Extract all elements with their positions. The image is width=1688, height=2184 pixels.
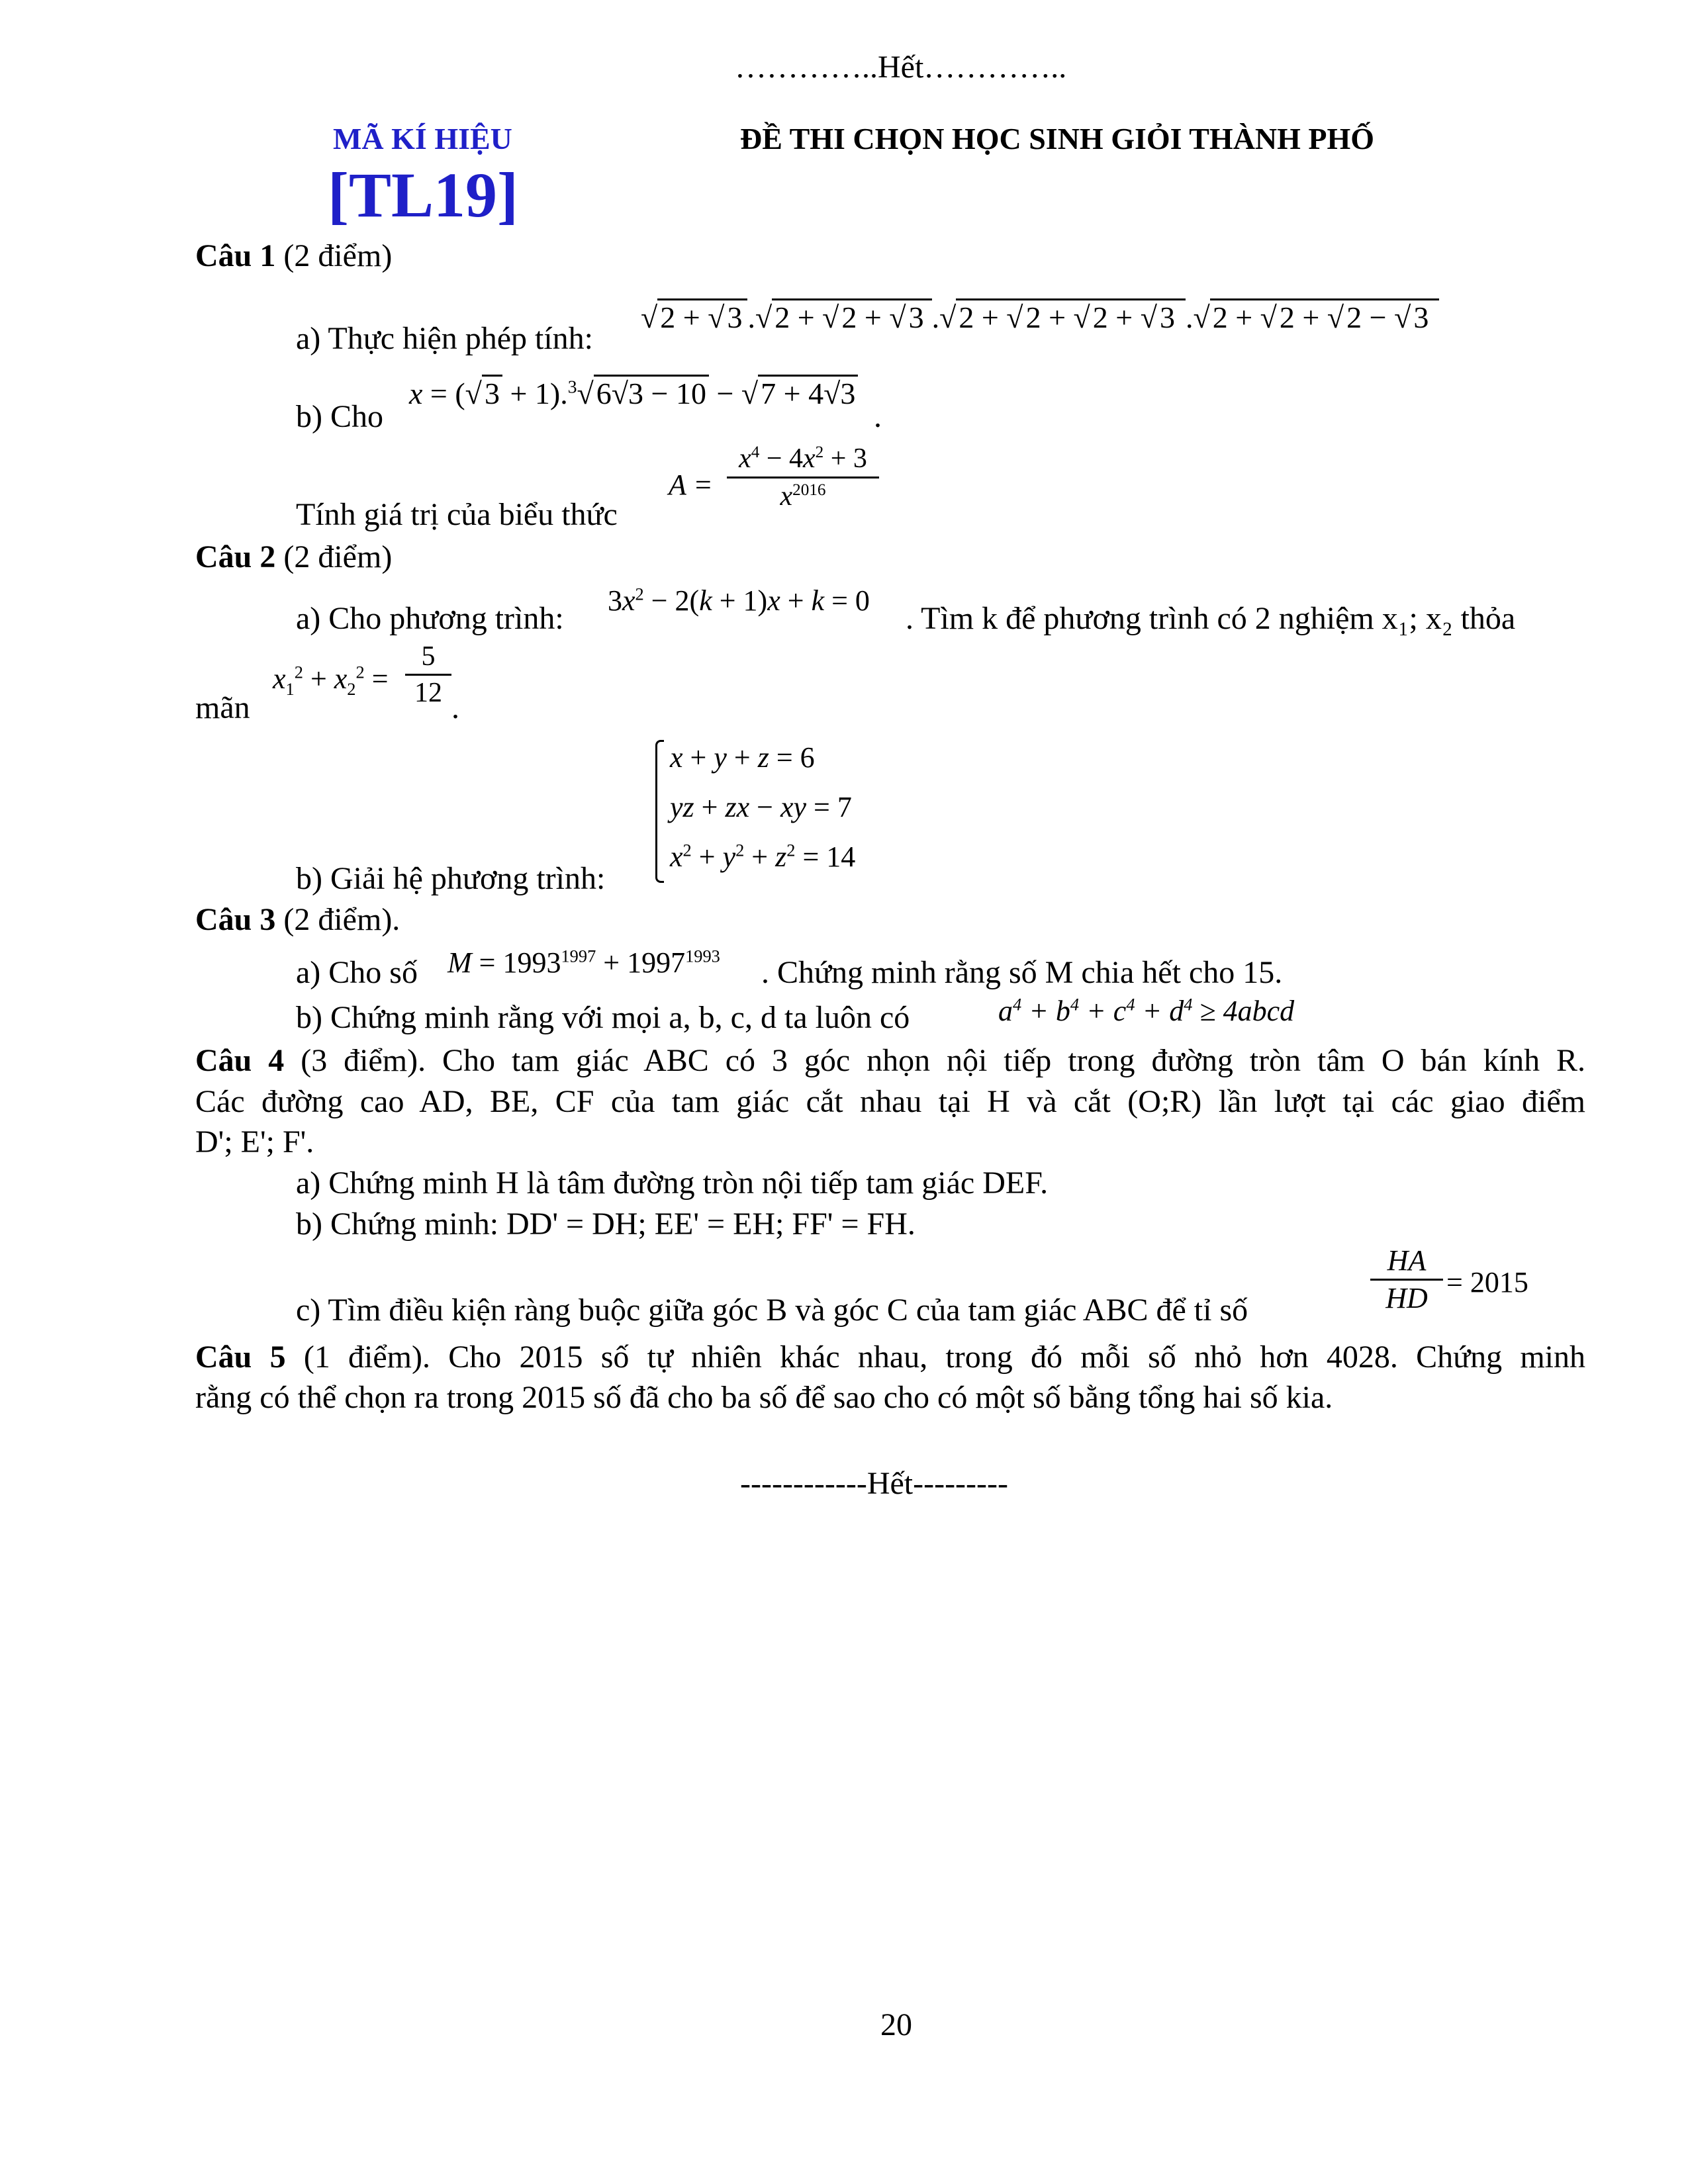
q1c-denominator: $x^{2016}$ [780, 481, 826, 512]
q4-label: Câu 4 [195, 1043, 285, 1078]
q1b-formula: x = (√3 + 1).$^3$√6√3 − 10 − √7 + 4√3 [409, 374, 858, 414]
q3a-text: a) Cho số [296, 955, 418, 990]
q3b-inequality: $a^4 + b^4 + c^4 + d^4$ ≥ 4abcd [998, 994, 1295, 1027]
q1-label: Câu 1 [195, 238, 276, 273]
q4c-fraction: HA HD [1370, 1244, 1443, 1315]
q1c-fraction-bar [727, 477, 879, 478]
q1b-period: . [874, 399, 882, 434]
q4-line1-text: (3 điểm). Cho tam giác ABC có 3 góc nhọn nội tiếp trong đường tròn tâm O bán kính R. [301, 1043, 1586, 1078]
q3a-formula: $M = 1993^{1997} + 1997^{1993}$ [447, 946, 720, 979]
q2-label: Câu 2 [195, 539, 276, 574]
q3-heading [195, 900, 400, 940]
q3-label: Câu 3 [195, 902, 276, 937]
page-number: 20 [880, 2007, 912, 2042]
q2a-condition: $x_1^2 + x_2^2$ = [273, 662, 389, 699]
q2a-period: . [451, 690, 459, 725]
exam-title: ĐỀ THI CHỌN HỌC SINH GIỎI THÀNH PHỐ [740, 122, 1375, 156]
q1-points: (2 điểm) [283, 238, 393, 273]
q1c-a-eq: A = [669, 469, 713, 501]
q4-line1 [195, 1040, 1585, 1081]
q1c-numerator: $x^4 - 4x^2 + 3$ [739, 443, 867, 474]
q2b-eq2: yz + zx − xy = 7 [670, 791, 852, 823]
q5-label: Câu 5 [195, 1340, 286, 1375]
q2-points: (2 điểm) [283, 539, 393, 574]
q1c-fraction [727, 442, 879, 513]
q2a-text: a) Cho phương trình: [296, 601, 564, 636]
bottom-end-marker: ------------Hết--------- [740, 1466, 1008, 1501]
q3-points: (2 điểm). [283, 902, 400, 937]
q4-line2: Các đường cao AD, BE, CF của tam giác cắt nhau tại H và cắt (O;R) lần lượt tại các giao điểm [195, 1084, 1585, 1119]
q2-heading [195, 537, 392, 577]
q4-line3: D'; E'; F'. [195, 1124, 314, 1160]
q5-line1 [195, 1337, 1585, 1378]
q1c-text: Tính giá trị của biểu thức [296, 497, 618, 532]
q2b-brace [655, 740, 664, 883]
q1a-formula: √2 + √3 .√2 + √2 + √3 .√2 + √2 + √2 + √3 .√2 + √2 + √2 − √3 [641, 298, 1439, 338]
q4c-value: = 2015 [1446, 1266, 1528, 1298]
q2b-text: b) Giải hệ phương trình: [296, 861, 606, 896]
q4a-text: a) Chứng minh H là tâm đường tròn nội tiếp tam giác DEF. [296, 1165, 1049, 1201]
code-value: [TL19] [328, 159, 518, 230]
q4c-text: c) Tìm điều kiện ràng buộc giữa góc B và góc C của tam giác ABC để tỉ số [296, 1293, 1248, 1328]
q1-heading [195, 236, 392, 276]
q4b-text: b) Chứng minh: DD' = DH; EE' = EH; FF' = FH. [296, 1206, 915, 1242]
q2a-cont: mãn [195, 690, 250, 725]
q2b-eq1: x + y + z = 6 [670, 741, 815, 774]
q2b-eq3: $x^2 + y^2 + z^2 = 14$ [670, 840, 856, 873]
q1b-text: b) Cho [296, 399, 383, 434]
code-label: MÃ KÍ HIỆU [333, 122, 512, 156]
q3a-tail: . Chứng minh rằng số M chia hết cho 15. [761, 955, 1283, 990]
q5-line1-text: (1 điểm). Cho 2015 số tự nhiên khác nhau, trong đó mỗi số nhỏ hơn 4028. Chứng minh [303, 1340, 1586, 1375]
q2a-fraction: 5 12 [405, 641, 451, 709]
top-end-marker: …………..Hết………….. [735, 50, 1067, 85]
q3b-text: b) Chứng minh rằng với mọi a, b, c, d ta luôn có [296, 1000, 910, 1035]
q5-line2: rằng có thể chọn ra trong 2015 số đã cho ba số để sao cho có một số bằng tổng hai số kia. [195, 1380, 1333, 1415]
q2a-tail: . Tìm k để phương trình có 2 nghiệm x₁; x₂ thỏa [906, 601, 1516, 636]
q1a-text: a) Thực hiện phép tính: [296, 321, 594, 356]
q2a-equation: $3x^2 - 2(k + 1)x + k = 0$ [608, 584, 870, 617]
